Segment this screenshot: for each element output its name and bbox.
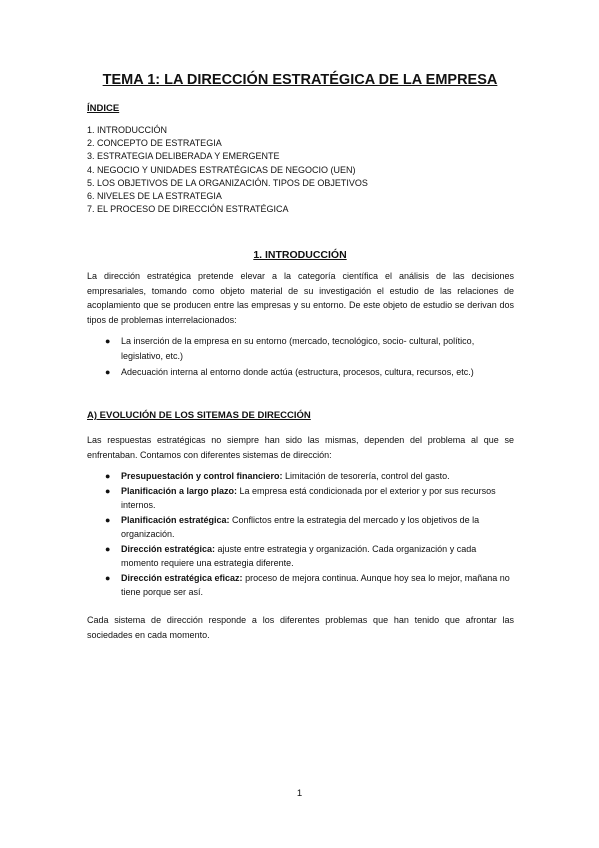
list-item [87,542,514,571]
index-list [87,124,368,216]
subsection-intro-paragraph: Las respuestas estratégicas no siempre han sido las mismas, dependen del problema al que se enfrentaban. Contamos con diferentes sistemas de dirección: [87,435,514,460]
index-item: 6. NIVELES DE LA ESTRATEGIA [87,191,222,202]
list-item-term: Presupuestación y control financiero: [121,471,283,481]
list-item-term: Dirección estratégica: [121,543,216,554]
list-item [87,334,514,363]
list-item-text: ajuste entre estrategia y organización. Cada organización y cada momento requiere una estrategia diferente. [121,543,477,568]
bullet-icon: ● [105,367,111,377]
list-item-text: Limitación de tesorería, control del gasto. [282,471,450,481]
list-item-term: Planificación estratégica: [121,514,230,525]
subsection-title: A) EVOLUCIÓN DE LOS SITEMAS DE DIRECCIÓN [87,410,311,421]
index-item: 5. LOS OBJETIVOS DE LA ORGANIZACIÓN. TIPOS DE OBJETIVOS [87,177,368,188]
list-item-text: Adecuación interna al entorno donde actúa (estructura, procesos, cultura, recursos, etc.) [121,367,474,377]
page-number: 1 [296,788,303,799]
list-item [87,571,514,600]
list-item [87,513,514,542]
index-item: 7. EL PROCESO DE DIRECCIÓN ESTRATÉGICA [87,204,289,215]
list-item-text: proceso de mejora continua. Aunque hoy sea lo mejor, mañana no tiene porque ser así. [121,572,510,597]
bullet-icon: ● [105,471,111,481]
bullet-icon: ● [105,514,111,525]
document-title: TEMA 1: LA DIRECCIÓN ESTRATÉGICA DE LA EMPRESA [102,72,498,88]
list-item [87,469,514,484]
list-item-text: La empresa está condicionada por el exterior y por sus recursos internos. [121,485,496,510]
list-item-text: Conflictos entre la estrategia del mercado y los objetivos de la organización. [121,514,480,539]
intro-paragraph: La dirección estratégica pretende elevar a la categoría científica el análisis de las decisiones empresariales, tomando como objeto material de su investigación el estudio de las relaciones de acoplamiento que se producen entre las empresas y su entorno. De este objeto de estudio se derivan dos tipos de problemas interrelacionados: [87,271,514,325]
list-item-term: Dirección estratégica eficaz: [121,572,243,583]
index-item: 1. INTRODUCCIÓN [87,125,168,135]
section-title-introduccion: 1. INTRODUCCIÓN [253,249,347,261]
bullet-icon: ● [105,543,111,554]
list-item-term: Planificación a largo plazo: [121,485,238,496]
bullet-icon: ● [105,336,111,346]
bullet-icon: ● [105,572,111,583]
index-item: 4. NEGOCIO Y UNIDADES ESTRATÉGICAS DE NEGOCIO (UEN) [87,164,356,175]
index-item: 2. CONCEPTO DE ESTRATEGIA [87,138,222,149]
bullet-icon: ● [105,485,111,496]
index-heading: ÍNDICE [87,103,120,114]
list-item [87,365,514,380]
intro-bullet-list [87,334,514,382]
closing-paragraph: Cada sistema de dirección responde a los diferentes problemas que han tenido que afrontar las sociedades en cada momento. [87,615,514,640]
index-item: 3. ESTRATEGIA DELIBERADA Y EMERGENTE [87,151,280,162]
list-item-text: La inserción de la empresa en su entorno (mercado, tecnológico, socio- cultural, político, legislativo, etc.) [121,336,475,361]
management-systems-list [87,469,514,600]
list-item [87,484,514,513]
